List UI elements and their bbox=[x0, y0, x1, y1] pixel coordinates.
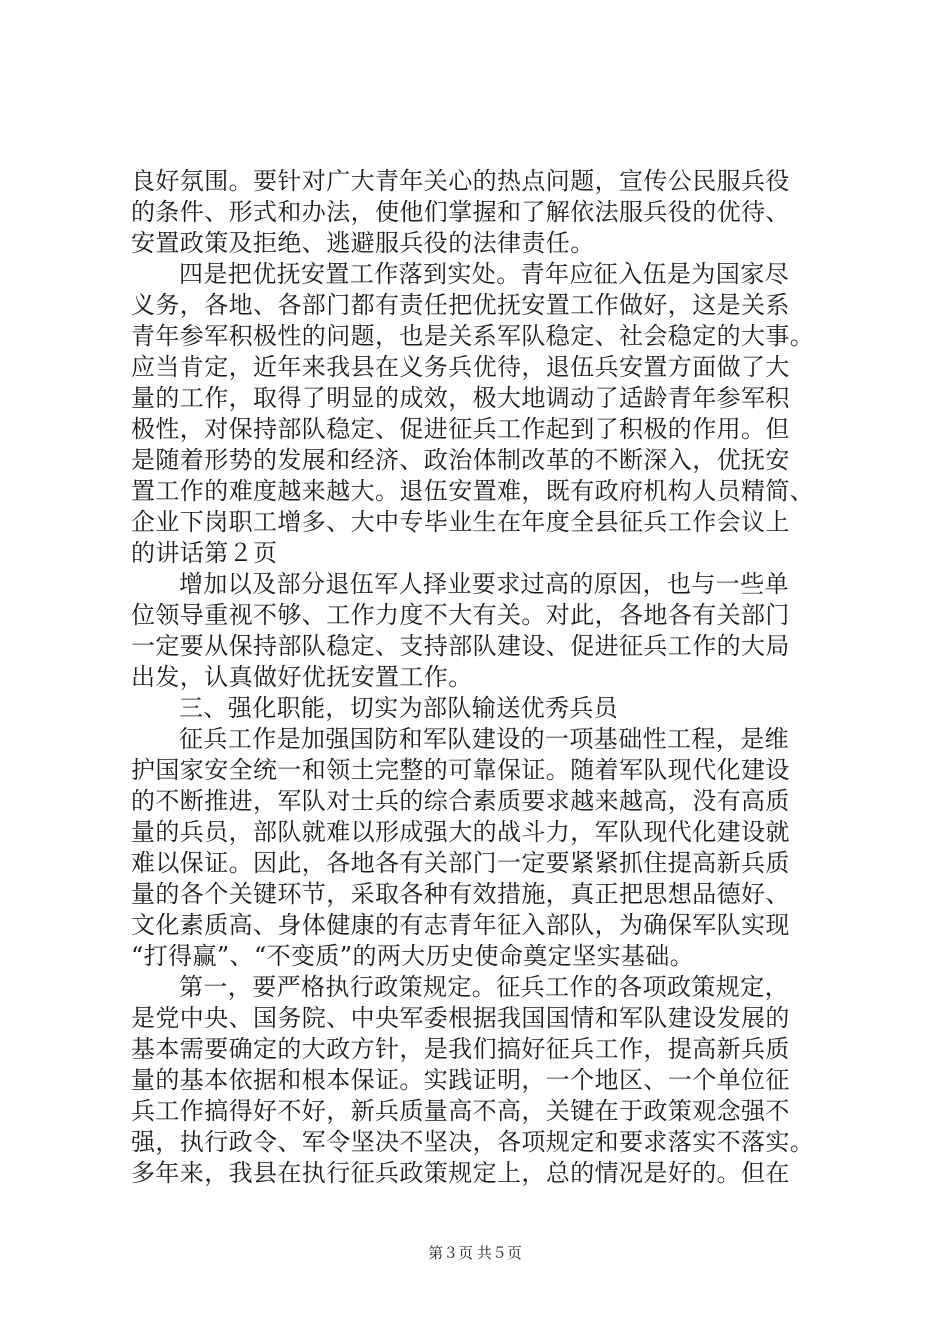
text-line: 应当肯定，近年来我县在义务兵优待，退伍兵安置方面做了大 bbox=[131, 353, 790, 381]
text-line: 青年参军积极性的问题，也是关系军队稳定、社会稳定的大事。 bbox=[131, 322, 815, 350]
text-line: 的讲话第２页 bbox=[131, 539, 278, 567]
text-line: 文化素质高、身体健康的有志青年征入部队，为确保军队实现 bbox=[131, 911, 790, 939]
text-line: 多年来，我县在执行征兵政策规定上，总的情况是好的。但在 bbox=[131, 1159, 790, 1187]
text-line: 量的兵员，部队就难以形成强大的战斗力，军队现代化建设就 bbox=[131, 818, 790, 846]
text-line: 置工作的难度越来越大。退伍安置难，既有政府机构人员精简、 bbox=[131, 477, 815, 505]
text-line: 基本需要确定的大政方针，是我们搞好征兵工作，提高新兵质 bbox=[131, 1035, 790, 1063]
text-line: 兵工作搞得好不好，新兵质量高不高，关键在于政策观念强不 bbox=[131, 1097, 790, 1125]
text-line: 义务，各地、各部门都有责任把优抚安置工作做好，这是关系 bbox=[131, 291, 790, 319]
text-line: 是随着形势的发展和经济、政治体制改革的不断深入，优抚安 bbox=[131, 446, 790, 474]
text-line: 的不断推进，军队对士兵的综合素质要求越来越高，没有高质 bbox=[131, 787, 790, 815]
text-line: 难以保证。因此，各地各有关部门一定要紧紧抓住提高新兵质 bbox=[131, 849, 790, 877]
text-line: 位领导重视不够、工作力度不大有关。对此，各地各有关部门 bbox=[131, 601, 790, 629]
text-line: 企业下岗职工增多、大中专毕业生在年度全县征兵工作会议上 bbox=[131, 508, 790, 536]
text-line: 的条件、形式和办法，使他们掌握和了解依法服兵役的优待、 bbox=[131, 198, 790, 226]
text-line: 量的工作，取得了明显的成效，极大地调动了适龄青年参军积 bbox=[131, 384, 790, 412]
text-line: 第一，要严格执行政策规定。征兵工作的各项政策规定， bbox=[179, 973, 789, 1001]
text-line: 量的各个关键环节，采取各种有效措施，真正把思想品德好、 bbox=[131, 880, 790, 908]
text-line: 征兵工作是加强国防和军队建设的一项基础性工程，是维 bbox=[179, 725, 789, 753]
text-line: 极性，对保持部队稳定、促进征兵工作起到了积极的作用。但 bbox=[131, 415, 790, 443]
text-line: 是党中央、国务院、中央军委根据我国国情和军队建设发展的 bbox=[131, 1004, 790, 1032]
text-line: 护国家安全统一和领土完整的可靠保证。随着军队现代化建设 bbox=[131, 756, 790, 784]
body-text bbox=[131, 166, 831, 1189]
page-footer: 第３页 共５页 bbox=[428, 1246, 522, 1262]
text-line: 量的基本依据和根本保证。实践证明，一个地区、一个单位征 bbox=[131, 1066, 790, 1094]
text-line: “打得赢”、“不变质”的两大历史使命奠定坚实基础。 bbox=[131, 942, 695, 970]
text-line: 增加以及部分退伍军人择业要求过高的原因，也与一些单 bbox=[179, 570, 789, 598]
text-line: 出发，认真做好优抚安置工作。 bbox=[131, 663, 473, 691]
text-line: 良好氛围。要针对广大青年关心的热点问题，宣传公民服兵役 bbox=[131, 167, 790, 195]
text-line: 强，执行政令、军令坚决不坚决，各项规定和要求落实不落实。 bbox=[131, 1128, 815, 1156]
text-line: 三、强化职能，切实为部队输送优秀兵员 bbox=[179, 694, 619, 722]
text-line: 一定要从保持部队稳定、支持部队建设、促进征兵工作的大局 bbox=[131, 632, 790, 660]
text-line: 安置政策及拒绝、逃避服兵役的法律责任。 bbox=[131, 229, 595, 257]
text-line: 四是把优抚安置工作落到实处。青年应征入伍是为国家尽 bbox=[179, 260, 789, 288]
